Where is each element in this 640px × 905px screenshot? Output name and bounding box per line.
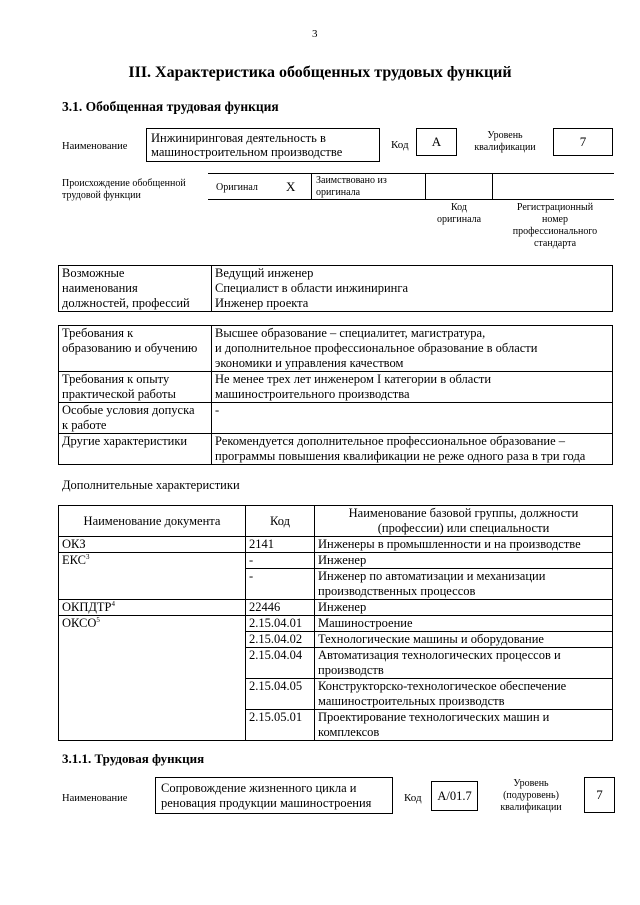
- original-mark: X: [286, 179, 296, 194]
- code-label: Код: [391, 139, 409, 151]
- requirement-label: [59, 434, 212, 465]
- doc-cell: [59, 600, 246, 616]
- borrowed-label: [316, 175, 387, 199]
- table-row: [59, 616, 613, 632]
- generalized-function-name: [146, 128, 380, 162]
- requirement-label-line: к работе: [62, 418, 107, 432]
- doc-cell: [59, 616, 246, 741]
- doc-text: ОКПДТР: [62, 600, 112, 614]
- positions-label-line: должностей, профессий: [62, 296, 190, 310]
- table-row: [59, 266, 613, 312]
- doc-cell: [59, 553, 246, 600]
- level-value: 7: [553, 128, 613, 156]
- footnote-mark: 3: [86, 553, 90, 561]
- code-cell: 2.15.05.01: [246, 710, 315, 741]
- origin-label-line: Происхождение обобщенной: [62, 178, 186, 189]
- name-cell: Технологические машины и оборудование: [315, 632, 613, 648]
- requirement-value-line: Высшее образование – специалитет, магистратура,: [215, 326, 486, 340]
- code-cell: 2.15.04.04: [246, 648, 315, 679]
- name-line: Инжиниринговая деятельность в: [151, 131, 326, 145]
- level-label: [465, 130, 545, 154]
- code-original-label: [425, 202, 493, 226]
- level-label-line: квалификации: [474, 142, 536, 153]
- name-line: Конструкторско-технологическое обеспечение: [318, 679, 567, 693]
- requirement-value-line: программы повышения квалификации не реже одного раза в три года: [215, 449, 586, 463]
- name-line: производственных процессов: [318, 584, 476, 598]
- name-line: Проектирование технологических машин и: [318, 710, 550, 724]
- doc-cell: ОКЗ: [59, 537, 246, 553]
- requirement-label-line: практической работы: [62, 387, 176, 401]
- requirement-value-line: машиностроительного производства: [215, 387, 410, 401]
- header-name-line: (профессии) или специальности: [377, 521, 550, 535]
- name-line: машиностроительных производств: [318, 694, 505, 708]
- position-item: Инженер проекта: [215, 296, 309, 310]
- lf-level-line: квалификации: [500, 802, 562, 813]
- code-cell: -: [246, 569, 315, 600]
- doc-text: ЕКС: [62, 553, 86, 567]
- name-cell: [315, 679, 613, 710]
- code-cell: 22446: [246, 600, 315, 616]
- name-line: машиностроительном производстве: [151, 145, 343, 159]
- labor-function-title: 3.1.1. Трудовая функция: [62, 751, 205, 766]
- requirement-value-line: -: [215, 403, 220, 417]
- reg-line: стандарта: [533, 238, 577, 249]
- footnote-mark: 5: [96, 616, 100, 624]
- section-title: III. Характеристика обобщенных трудовых функций: [128, 64, 512, 81]
- positions-table: [58, 265, 613, 312]
- lf-level-value: 7: [584, 777, 615, 813]
- lf-level-line: (подуровень): [503, 790, 559, 801]
- lf-name-line: Сопровождение жизненного цикла и: [161, 781, 357, 795]
- origin-label: [62, 178, 186, 202]
- positions-values: [212, 266, 613, 312]
- name-line: Автоматизация технологических процессов и: [318, 648, 561, 662]
- code-value: А: [416, 128, 457, 156]
- table-row: [59, 506, 613, 537]
- page-number: 3: [312, 28, 318, 40]
- table-row: [59, 403, 613, 434]
- name-line: Инженер по автоматизации и механизации: [318, 569, 546, 583]
- name-cell: Машиностроение: [315, 616, 613, 632]
- requirement-label-line: образованию и обучению: [62, 341, 198, 355]
- requirement-value-line: и дополнительное профессиональное образование в области: [215, 341, 538, 355]
- positions-label-line: наименования: [62, 281, 138, 295]
- reg-line: профессионального: [512, 226, 598, 237]
- labor-function-name: [155, 777, 393, 814]
- name-line: комплексов: [318, 725, 380, 739]
- footnote-mark: 4: [111, 600, 116, 608]
- table-row: [59, 553, 613, 569]
- requirement-label: [59, 403, 212, 434]
- lf-name-label: Наименование: [62, 793, 128, 804]
- positions-label: [59, 266, 212, 312]
- origin-label-line: трудовой функции: [62, 190, 141, 201]
- name-cell: Инженер: [315, 553, 613, 569]
- requirements-table: [58, 325, 613, 465]
- requirement-label-line: Требования к: [62, 326, 134, 340]
- lf-code-value: A/01.7: [431, 781, 478, 811]
- origin-table: [208, 173, 614, 200]
- lf-name-line: реновация продукции машиностроения: [161, 796, 372, 810]
- name-cell: [315, 648, 613, 679]
- name-cell: [315, 569, 613, 600]
- positions-label-line: Возможные: [62, 266, 125, 280]
- header-name: [315, 506, 613, 537]
- requirement-label: [59, 372, 212, 403]
- table-row: [59, 372, 613, 403]
- lf-code-label: Код: [404, 792, 422, 804]
- requirement-value-line: Рекомендуется дополнительное профессиональное образование –: [215, 434, 566, 448]
- position-item: Специалист в области инжиниринга: [215, 281, 408, 295]
- code-cell: 2.15.04.05: [246, 679, 315, 710]
- code-original-line: оригинала: [436, 214, 482, 225]
- name-label: Наименование: [62, 141, 128, 152]
- lf-level-label: [486, 778, 576, 814]
- level-label-line: Уровень: [487, 130, 523, 141]
- reg-number-label: [500, 202, 610, 250]
- original-label: Оригинал: [216, 182, 258, 193]
- requirement-value: [212, 326, 613, 372]
- requirement-value: [212, 372, 613, 403]
- code-original-line: Код: [451, 202, 467, 213]
- requirement-label: [59, 326, 212, 372]
- requirement-label-line: Требования к опыту: [62, 372, 170, 386]
- code-cell: -: [246, 553, 315, 569]
- requirement-value: [212, 403, 613, 434]
- header-code: Код: [246, 506, 315, 537]
- code-cell: 2141: [246, 537, 315, 553]
- requirement-value: [212, 434, 613, 465]
- subsection-title: 3.1. Обобщенная трудовая функция: [62, 99, 279, 114]
- name-cell: Инженеры в промышленности и на производстве: [315, 537, 613, 553]
- additional-title: Дополнительные характеристики: [62, 478, 240, 492]
- position-item: Ведущий инженер: [215, 266, 314, 280]
- requirement-label-line: Другие характеристики: [62, 434, 188, 448]
- header-name-line: Наименование базовой группы, должности: [348, 506, 579, 520]
- borrowed-label-line: Заимствовано из: [316, 175, 387, 186]
- reg-line: Регистрационный: [516, 202, 594, 213]
- table-row: [59, 600, 613, 616]
- additional-table: [58, 505, 613, 741]
- name-line: производств: [318, 663, 384, 677]
- code-cell: 2.15.04.01: [246, 616, 315, 632]
- origin-divider: [425, 174, 426, 200]
- name-cell: [315, 710, 613, 741]
- doc-text: ОКСО: [62, 616, 97, 630]
- code-cell: 2.15.04.02: [246, 632, 315, 648]
- requirement-value-line: Не менее трех лет инженером I категории в области: [215, 372, 492, 386]
- origin-divider: [311, 174, 312, 200]
- requirement-label-line: Особые условия допуска: [62, 403, 195, 417]
- table-row: [59, 434, 613, 465]
- borrowed-label-line: оригинала: [316, 187, 361, 198]
- origin-divider: [492, 174, 493, 200]
- table-row: [59, 537, 613, 553]
- header-doc: Наименование документа: [59, 506, 246, 537]
- reg-line: номер: [542, 214, 568, 225]
- lf-level-line: Уровень: [513, 778, 549, 789]
- table-row: [59, 326, 613, 372]
- requirement-value-line: экономики и управления качеством: [215, 356, 404, 370]
- name-cell: Инженер: [315, 600, 613, 616]
